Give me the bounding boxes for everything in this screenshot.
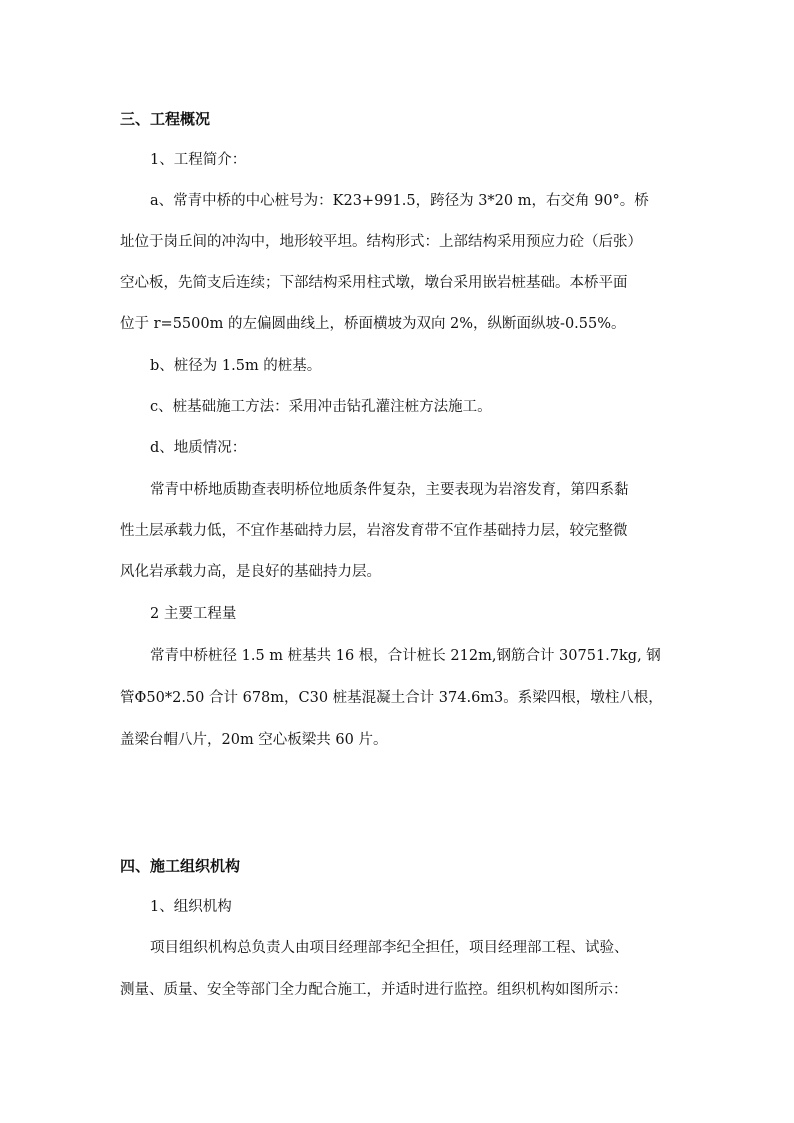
section-4-sub1-title: 1、组织机构 (150, 899, 232, 915)
section-4-heading: 四、施工组织机构 (120, 857, 241, 875)
para-qty-line-3: 盖梁台帽八片，20m 空心板梁共 60 片。 (120, 732, 388, 748)
para-a-line-4: 位于 r=5500m 的左偏圆曲线上，桥面横坡为双向 2%，纵断面纵坡-0.55%。 (120, 316, 626, 332)
section-3-heading: 三、工程概况 (120, 110, 211, 128)
para-d-line-2: 性土层承载力低，不宜作基础持力层，岩溶发育带不宜作基础持力层，较完整微 (120, 523, 628, 539)
para-d-line-3: 风化岩承载力高，是良好的基础持力层。 (120, 564, 381, 580)
para-a-line-3: 空心板，先简支后连续；下部结构采用柱式墩，墩台采用嵌岩桩基础。本桥平面 (120, 275, 628, 291)
para-b: b、桩径为 1.5m 的桩基。 (150, 358, 322, 374)
para-org-line-1: 项目组织机构总负责人由项目经理部李纪全担任，项目经理部工程、试验、 (150, 940, 629, 956)
para-d-line-1: 常青中桥地质勘查表明桥位地质条件复杂，主要表现为岩溶发育，第四系黏 (150, 482, 629, 498)
section-3-sub1-title: 1、工程简介： (150, 152, 247, 168)
para-qty-line-2: 管Φ50*2.50 合计 678m，C30 桩基混凝土合计 374.6m3。系梁四根，墩柱八根， (120, 690, 663, 706)
para-org-line-2: 测量、质量、安全等部门全力配合施工，并适时进行监控。组织机构如图所示： (120, 982, 628, 998)
para-d-title: d、地质情况： (150, 440, 247, 456)
para-a-line-2: 址位于岗丘间的冲沟中，地形较平坦。结构形式：上部结构采用预应力砼（后张） (120, 234, 642, 250)
section-3-sub2-title: 2 主要工程量 (150, 606, 237, 622)
para-qty-line-1: 常青中桥桩径 1.5 m 桩基共 16 根，合计桩长 212m,钢筋合计 30751.7kg, 钢 (150, 648, 661, 664)
para-c: c、桩基础施工方法：采用冲击钻孔灌注桩方法施工。 (150, 399, 492, 415)
para-a-line-1: a、常青中桥的中心桩号为：K23+991.5，跨径为 3*20 m，右交角 90°。桥 (150, 193, 649, 209)
